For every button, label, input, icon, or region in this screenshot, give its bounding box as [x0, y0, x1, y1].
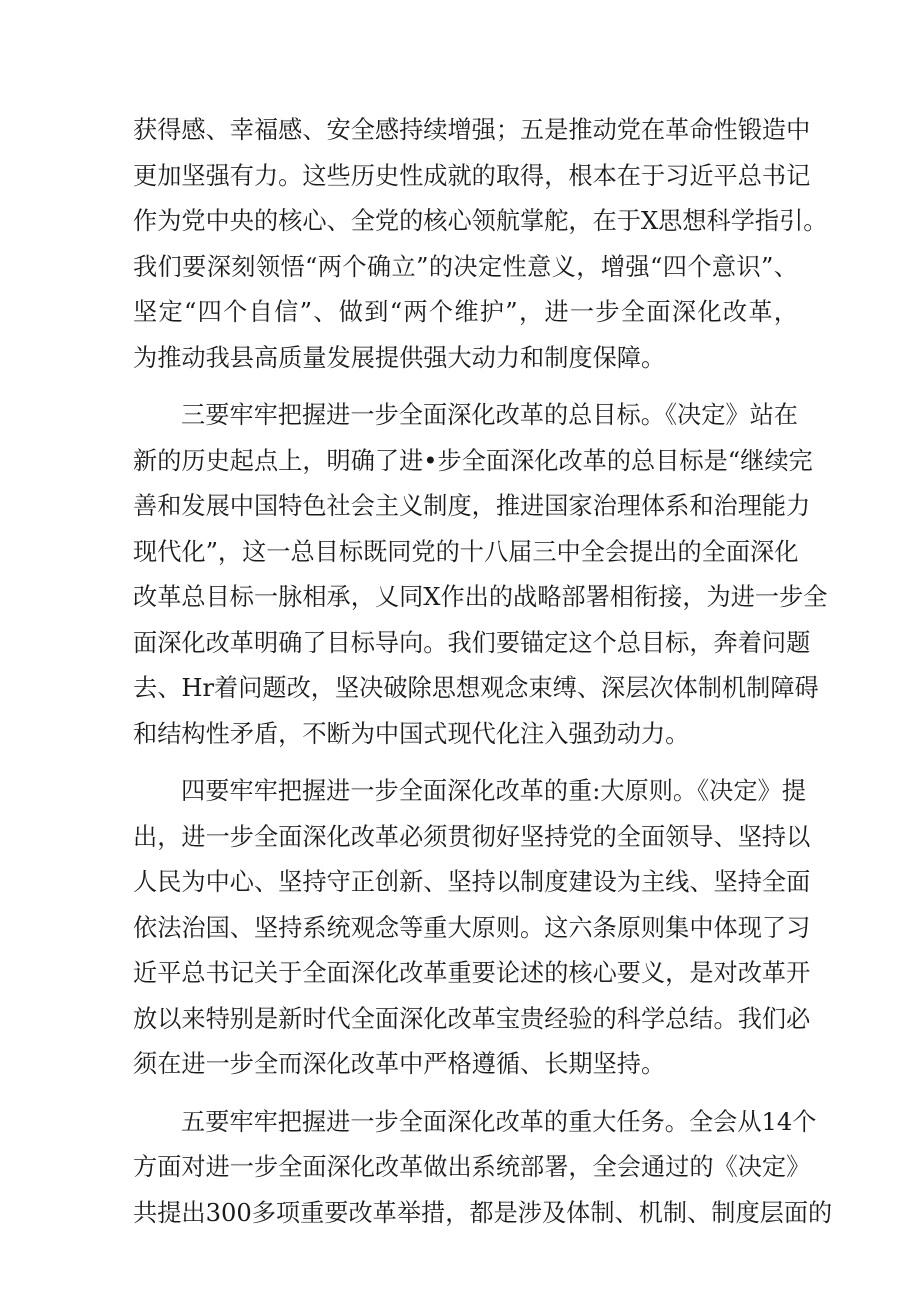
- text-line: 新的历史起点上，明确了进•步全面深化改革的总目标是“继续完: [133, 446, 813, 475]
- text-line: 须在进一步全而深化改革中严格遵循、长期坚持。: [133, 1050, 666, 1078]
- text-line: 三要牢牢把握进一步全面深化改革的总目标。《决定》站在: [181, 401, 798, 429]
- paragraph-1-continuation: [133, 108, 828, 381]
- text-line: 改革总目标一脉相承，乂同X作出的战略部署相衔接，为进一步全: [133, 583, 828, 611]
- text-line: 人民为中心、坚持守正创新、坚持以制度建设为主线、坚持全面: [133, 868, 811, 896]
- text-line: 近平总书记关于全面深化改革重要论述的核心要义，是对改革开: [133, 959, 811, 987]
- text-line: 我们要深刻领悟“两个确立”的决定性意义，增强“四个意识”、: [133, 252, 798, 281]
- text-line: 去、Hr着问题改，坚决破除思想观念束缚、深层次体制机制障碍: [133, 674, 819, 702]
- text-line: 更加坚强有力。这些历史性成就的取得，根本在于习近平总书记: [133, 161, 811, 190]
- text-line: 五要牢牢把握进一步全面深化改革的重大任务。全会从14个: [181, 1107, 817, 1136]
- document-body: [133, 108, 833, 1236]
- paragraph-major-principles: [133, 769, 811, 1088]
- paragraph-spacing: [133, 381, 798, 393]
- text-line: 获得感、幸福感、安全感持续增强；五是推动党在革命性锻造中: [133, 116, 811, 144]
- text-line: 放以来特别是新时代全面深化改革宝贵经验的科学总结。我们必: [133, 1004, 811, 1033]
- text-line: 出，进一步全面深化改革必须贯彻好坚持党的全面领导、坚持以: [133, 822, 811, 851]
- text-line: 依法治国、坚持系统观念等重大原则。这六条原则集中体现了习: [133, 913, 811, 942]
- text-line: 为推动我县高质量发展提供强大动力和制度保障。: [133, 343, 666, 372]
- text-line: 现代化”，这一总目标既同党的十八届三中全会提出的全面深化: [133, 537, 799, 566]
- paragraph-spacing: [133, 757, 798, 769]
- text-line: 共提出300多项重要改革举措，都是涉及体制、机制、制度层面的: [133, 1198, 833, 1227]
- text-line: 面深化改革明确了目标导向。我们要锚定这个总目标，奔着问题: [133, 628, 811, 657]
- paragraph-spacing: [133, 1088, 798, 1100]
- text-line: 四要牢牢把握进一步全面深化改革的重:大原则。《决定》提: [181, 777, 806, 805]
- text-line: 方面对进一步全面深化改革做出系统部署，全会通过的《决定》: [133, 1153, 811, 1181]
- text-line: 作为党中央的核心、全党的核心领航掌舵，在于X思想科学指引。: [133, 207, 828, 235]
- text-line: 善和发展中国特色社会主义制度，推进国家治理体系和治理能力: [133, 492, 811, 520]
- text-line: 坚定“四个自信”、做到“两个维护”，进一步全面深化改革，: [133, 298, 798, 326]
- paragraph-major-tasks: [133, 1100, 833, 1237]
- text-line: 和结构性矛盾，不断为中国式现代化注入强劲动力。: [133, 719, 690, 748]
- paragraph-overall-goal: [133, 393, 828, 757]
